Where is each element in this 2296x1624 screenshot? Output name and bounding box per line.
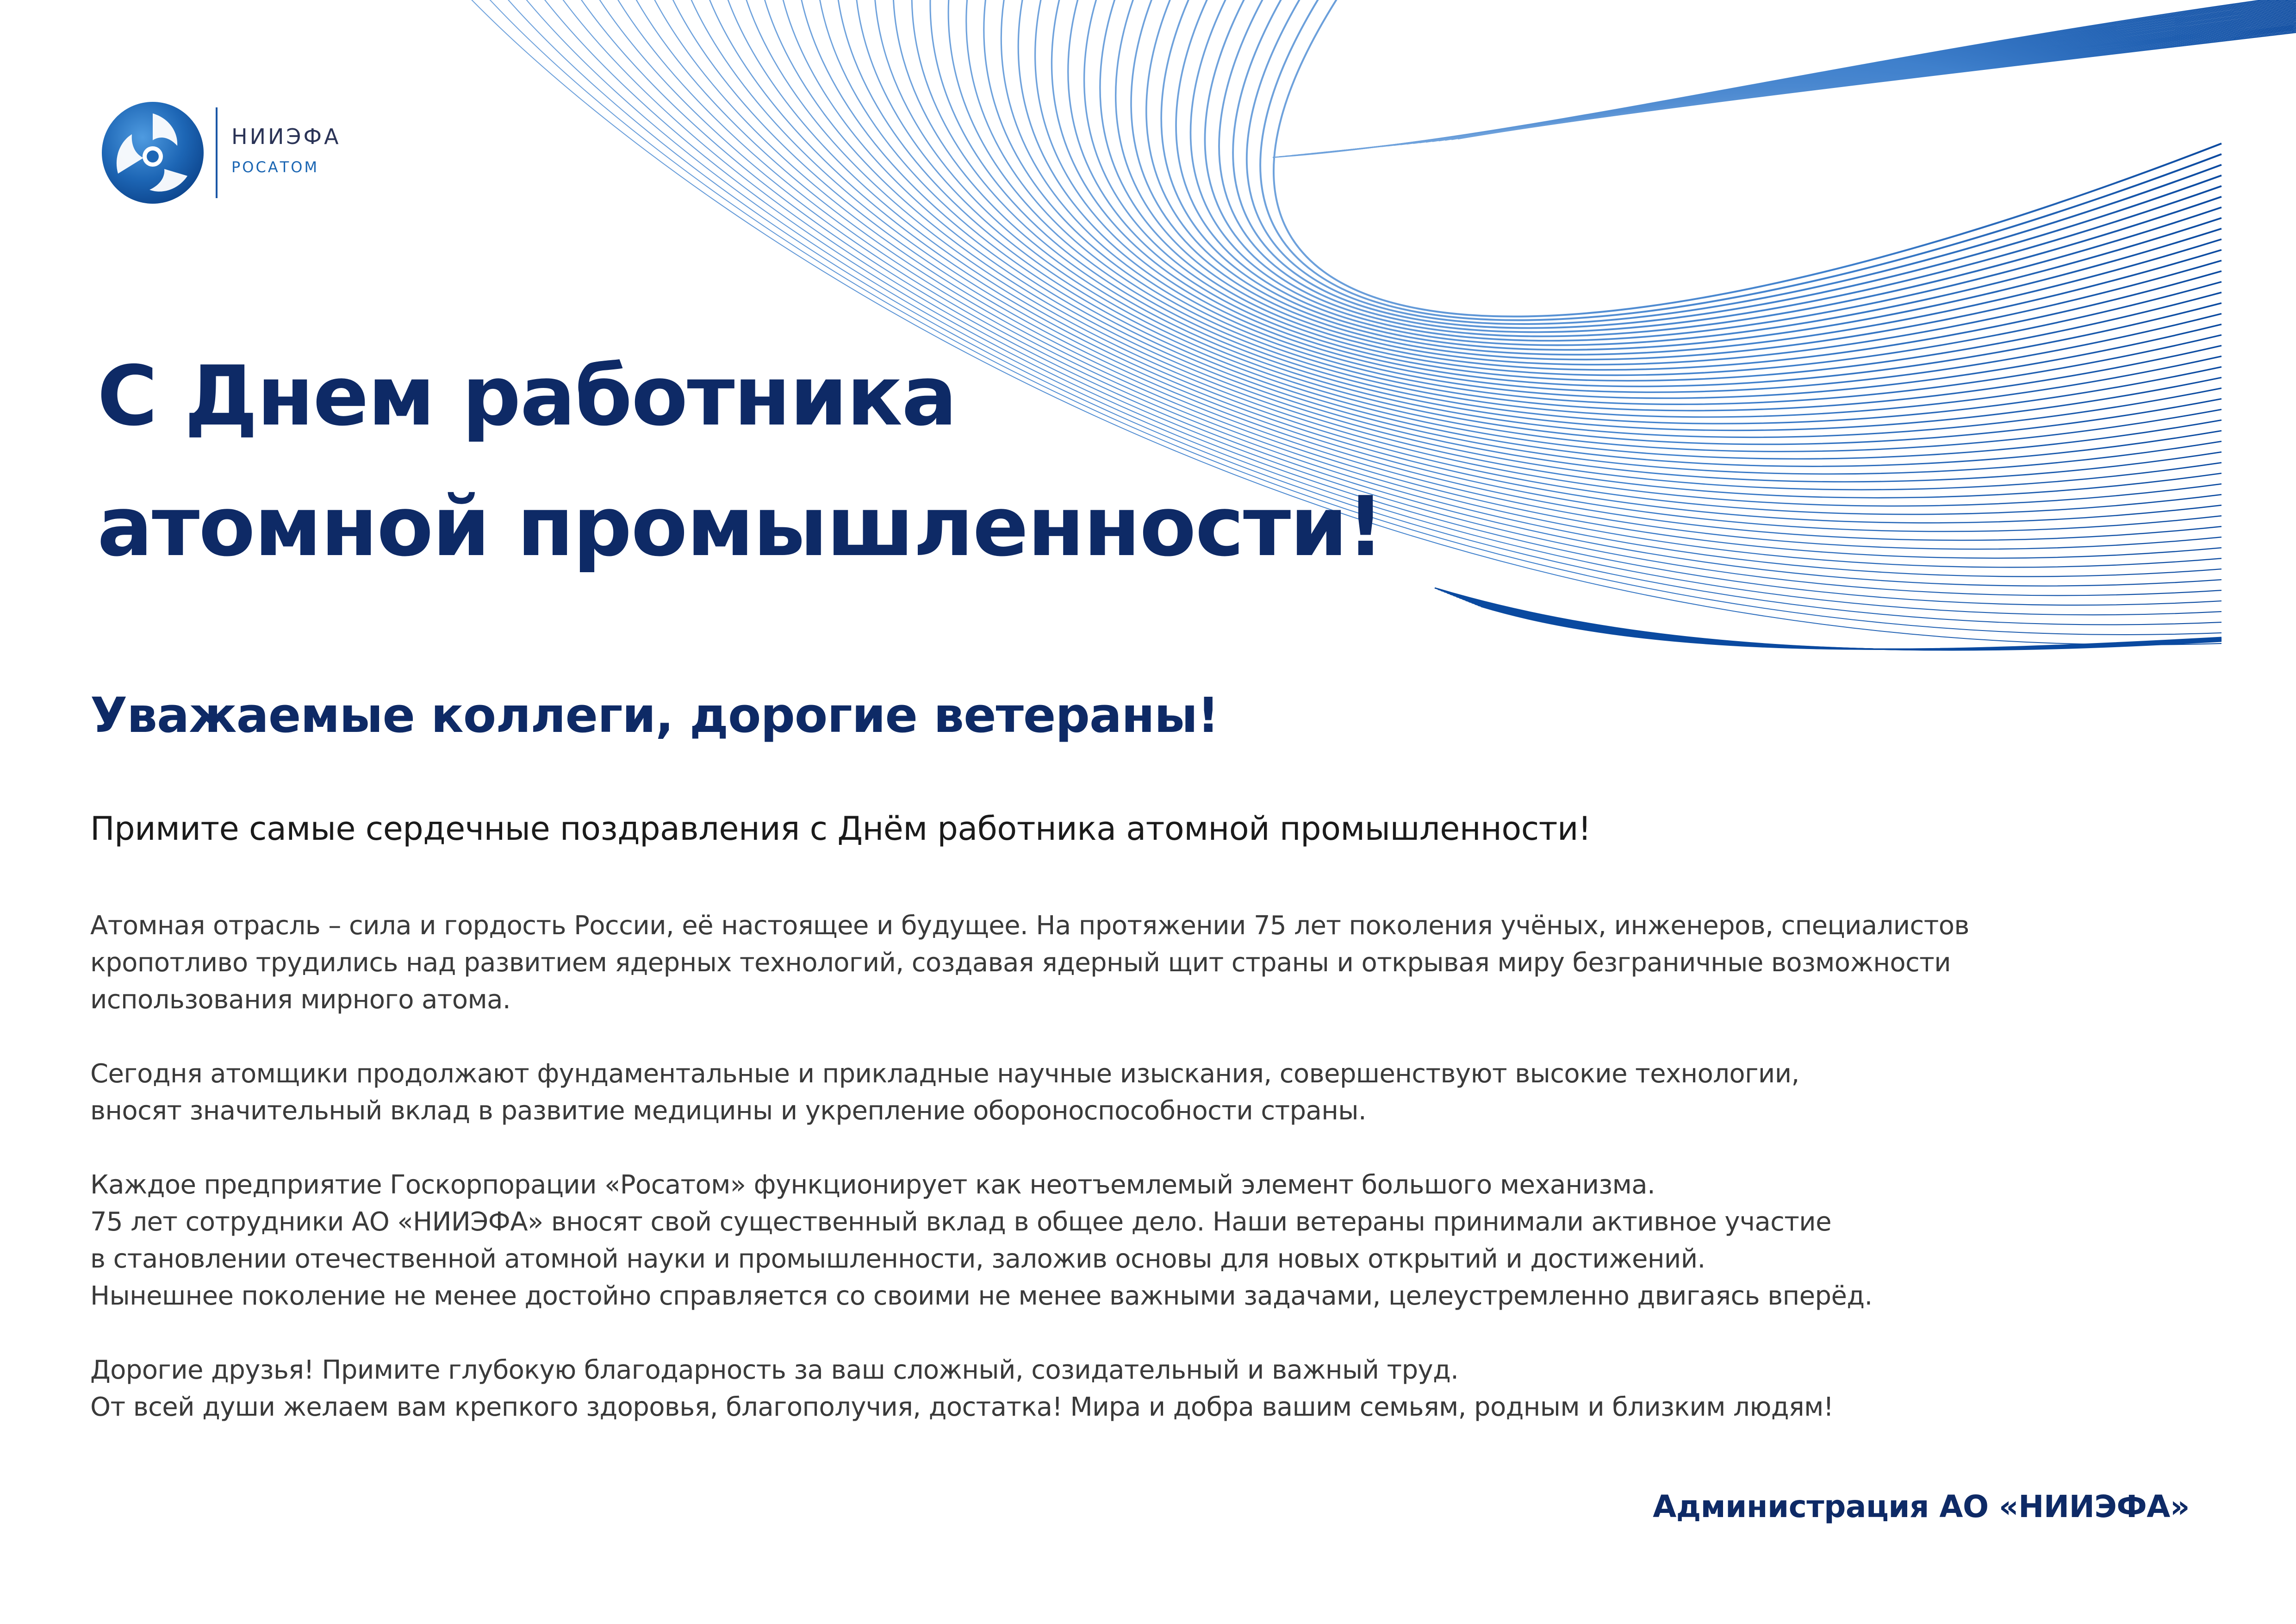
org-name: НИИЭФА — [231, 124, 341, 149]
paragraph-line: Нынешнее поколение не менее достойно справляется со своими не менее важными задачами, целеустремленно двигаясь вперёд. — [90, 1281, 1873, 1311]
paragraph-line: в становлении отечественной атомной науки и промышленности, заложив основы для новых открытий и достижений. — [90, 1244, 1705, 1274]
title-line-1: С Днем работника — [97, 348, 957, 444]
paragraph-line: использования мирного атома. — [90, 985, 511, 1015]
paragraph-line: 75 лет сотрудники АО «НИИЭФА» вносят свой существенный вклад в общее дело. Наши ветераны принимали активное участие — [90, 1207, 1831, 1237]
paragraph — [90, 1352, 2219, 1426]
signature: Администрация АО «НИИЭФА» — [1653, 1489, 2190, 1524]
paragraph-line: Сегодня атомщики продолжают фундаментальные и прикладные научные изыскания, совершенствуют высокие технологии, — [90, 1059, 1799, 1089]
brand-name: РОСАТОМ — [231, 158, 319, 176]
greeting-heading: Уважаемые коллеги, дорогие ветераны! — [90, 687, 1219, 743]
paragraph-line: Атомная отрасль – сила и гордость России, её настоящее и будущее. На протяжении 75 лет поколения учёных, инженеров, специалистов — [90, 911, 1969, 941]
page-title — [97, 331, 1383, 592]
paragraph-line: От всей души желаем вам крепкого здоровья, благополучия, достатка! Мира и добра вашим семьям, родным и близким людям! — [90, 1392, 1834, 1422]
lead-paragraph: Примите самые сердечные поздравления с Днём работника атомной промышленности! — [90, 810, 1591, 848]
rosatom-logo-icon — [100, 100, 206, 206]
title-line-2: атомной промышленности! — [97, 479, 1384, 575]
wave-line — [1458, 32, 2296, 139]
paragraph — [90, 1056, 2219, 1130]
paragraph-line: Дорогие друзья! Примите глубокую благодарность за ваш сложный, созидательный и важный труд. — [90, 1355, 1459, 1385]
paragraph-line: Каждое предприятие Госкорпорации «Росатом» функционирует как неотъемлемый элемент большого механизма. — [90, 1170, 1655, 1200]
body-text — [90, 907, 2219, 1463]
paragraph — [90, 1167, 2219, 1315]
paragraph-line: кропотливо трудились над развитием ядерных технологий, создавая ядерный щит страны и открывая миру безграничные возможности — [90, 948, 1951, 978]
paragraph-line: вносят значительный вклад в развитие медицины и укрепление обороноспособности страны. — [90, 1096, 1367, 1126]
logo-divider — [216, 107, 218, 198]
paragraph — [90, 907, 2219, 1018]
